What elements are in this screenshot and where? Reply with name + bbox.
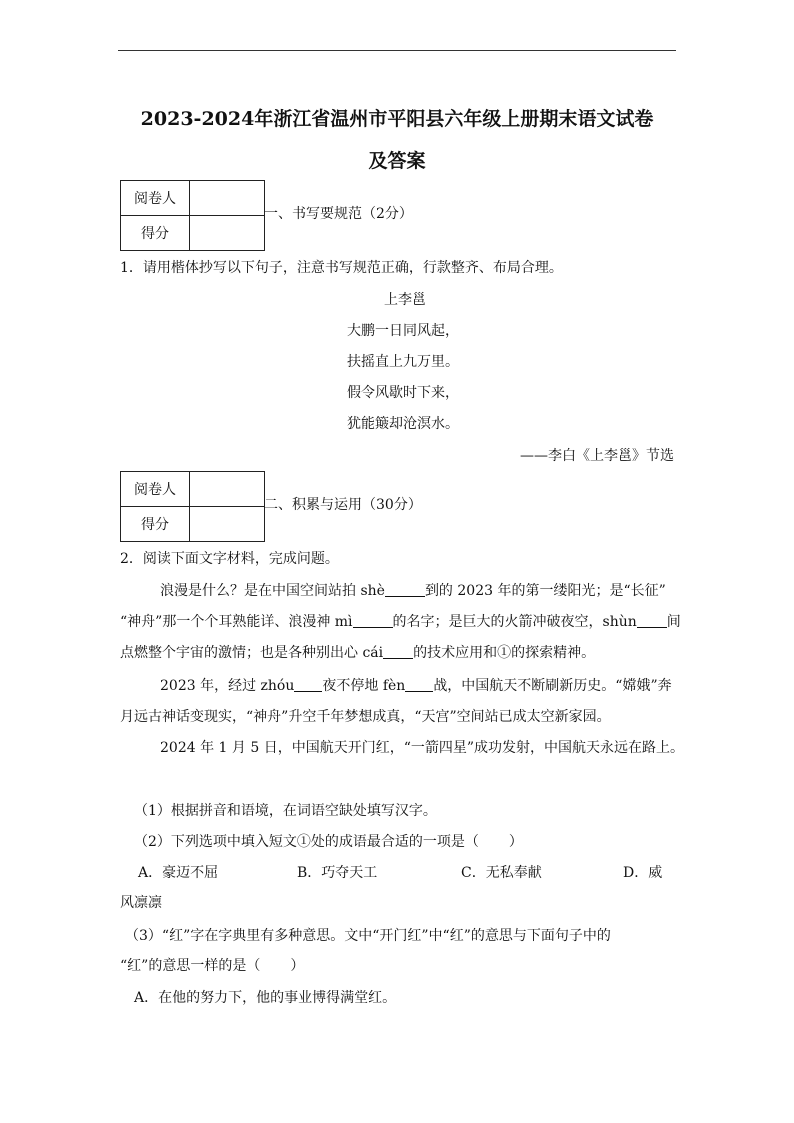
passage-text: 的技术应用和①的探索精神。	[413, 645, 596, 661]
score-label: 得分	[121, 507, 190, 542]
passage-text: 夜不停地 fèn	[322, 678, 406, 694]
sub-question-3-line2	[120, 956, 304, 976]
blank-fen[interactable]	[405, 677, 433, 692]
passage-line: 月远古神话变现实，“神舟”升空千年梦想成真，“天宫”空间站已成太空新家园。	[120, 709, 611, 725]
blank-mi[interactable]	[353, 613, 393, 628]
grader-label: 阅卷人	[121, 181, 190, 216]
passage-text: 战，中国航天不断刷新历史。“嫦娥”奔	[433, 678, 672, 694]
grading-table-1	[120, 180, 265, 251]
option-c: C．无私奉献	[461, 865, 542, 881]
passage-text: “神舟”那一个个耳熟能详、浪漫神 mì	[120, 614, 353, 630]
blank-shun[interactable]	[637, 613, 667, 628]
grading-table-2	[120, 471, 265, 542]
blank-she[interactable]	[385, 582, 425, 597]
sub-question-2-text: （2）下列选项中填入短文①处的成语最合适的一项是（	[134, 834, 479, 850]
passage-line: 2024 年 1 月 5 日，中国航天开门红，“一箭四星”成功发射，中国航天永远在路上。	[160, 740, 685, 756]
passage-text: 2023 年，经过 zhóu	[160, 678, 295, 694]
poem-line: 大鹏一日同风起，	[347, 323, 459, 339]
passage-text: 的名字；是巨大的火箭冲破夜空，shùn	[392, 614, 637, 630]
score-label: 得分	[121, 216, 190, 251]
passage-text: 点燃整个宇宙的激情；也是各种别出心 cái	[120, 645, 384, 661]
header-rule	[118, 50, 676, 51]
passage-text: 浪漫是什么？是在中国空间站拍 shè	[160, 583, 385, 599]
passage-line	[160, 676, 672, 696]
poem-title: 上李邕	[384, 292, 426, 308]
page-title: 2023-2024年浙江省温州市平阳县六年级上册期末语文试卷	[140, 108, 654, 130]
grader-box	[190, 181, 265, 216]
poem-source: ——李白《上李邕》节选	[520, 448, 674, 464]
poem-line: 扶摇直上九万里。	[347, 354, 459, 370]
question-1: 1．请用楷体抄写以下句子，注意书写规范正确，行款整齐、布局合理。	[120, 260, 563, 276]
section2-heading: 二、积累与运用（30分）	[264, 497, 422, 513]
sub-question-1: （1）根据拼音和语境，在词语空缺处填写汉字。	[134, 803, 437, 819]
option-a: A．豪迈不屈	[138, 865, 219, 881]
score-box	[190, 507, 265, 542]
option-d: D．威	[623, 865, 663, 881]
blank-zhou[interactable]	[294, 677, 322, 692]
passage-line	[120, 612, 681, 632]
passage-text: 到的 2023 年的第一缕阳光；是“长征”	[424, 583, 666, 599]
poem-line: 假令风歇时下来，	[347, 385, 459, 401]
blank-cai[interactable]	[383, 644, 413, 659]
grader-label: 阅卷人	[121, 472, 190, 507]
score-box	[190, 216, 265, 251]
passage-line	[120, 643, 595, 663]
paren-close: ）	[290, 958, 305, 974]
poem-line: 犹能簸却沧溟水。	[347, 416, 459, 432]
passage-line	[160, 581, 666, 601]
sub-question-3-text: “红”的意思一样的是（	[120, 958, 261, 974]
sub-question-3: （3）“红”字在字典里有多种意思。文中“开门红”中“红”的意思与下面句子中的	[125, 928, 611, 944]
sub-question-2	[134, 832, 523, 852]
passage-text: 间	[666, 614, 681, 630]
paren-close: ）	[508, 834, 523, 850]
sub-question-3-option-a: A．在他的努力下，他的事业博得满堂红。	[134, 990, 397, 1006]
option-d-continued: 风凛凛	[120, 895, 162, 911]
question-2: 2．阅读下面文字材料，完成问题。	[120, 551, 339, 567]
section1-heading: 一、书写要规范（2分）	[264, 206, 413, 222]
option-b: B．巧夺天工	[297, 865, 378, 881]
page-title-line2: 及答案	[368, 150, 426, 172]
grader-box	[190, 472, 265, 507]
